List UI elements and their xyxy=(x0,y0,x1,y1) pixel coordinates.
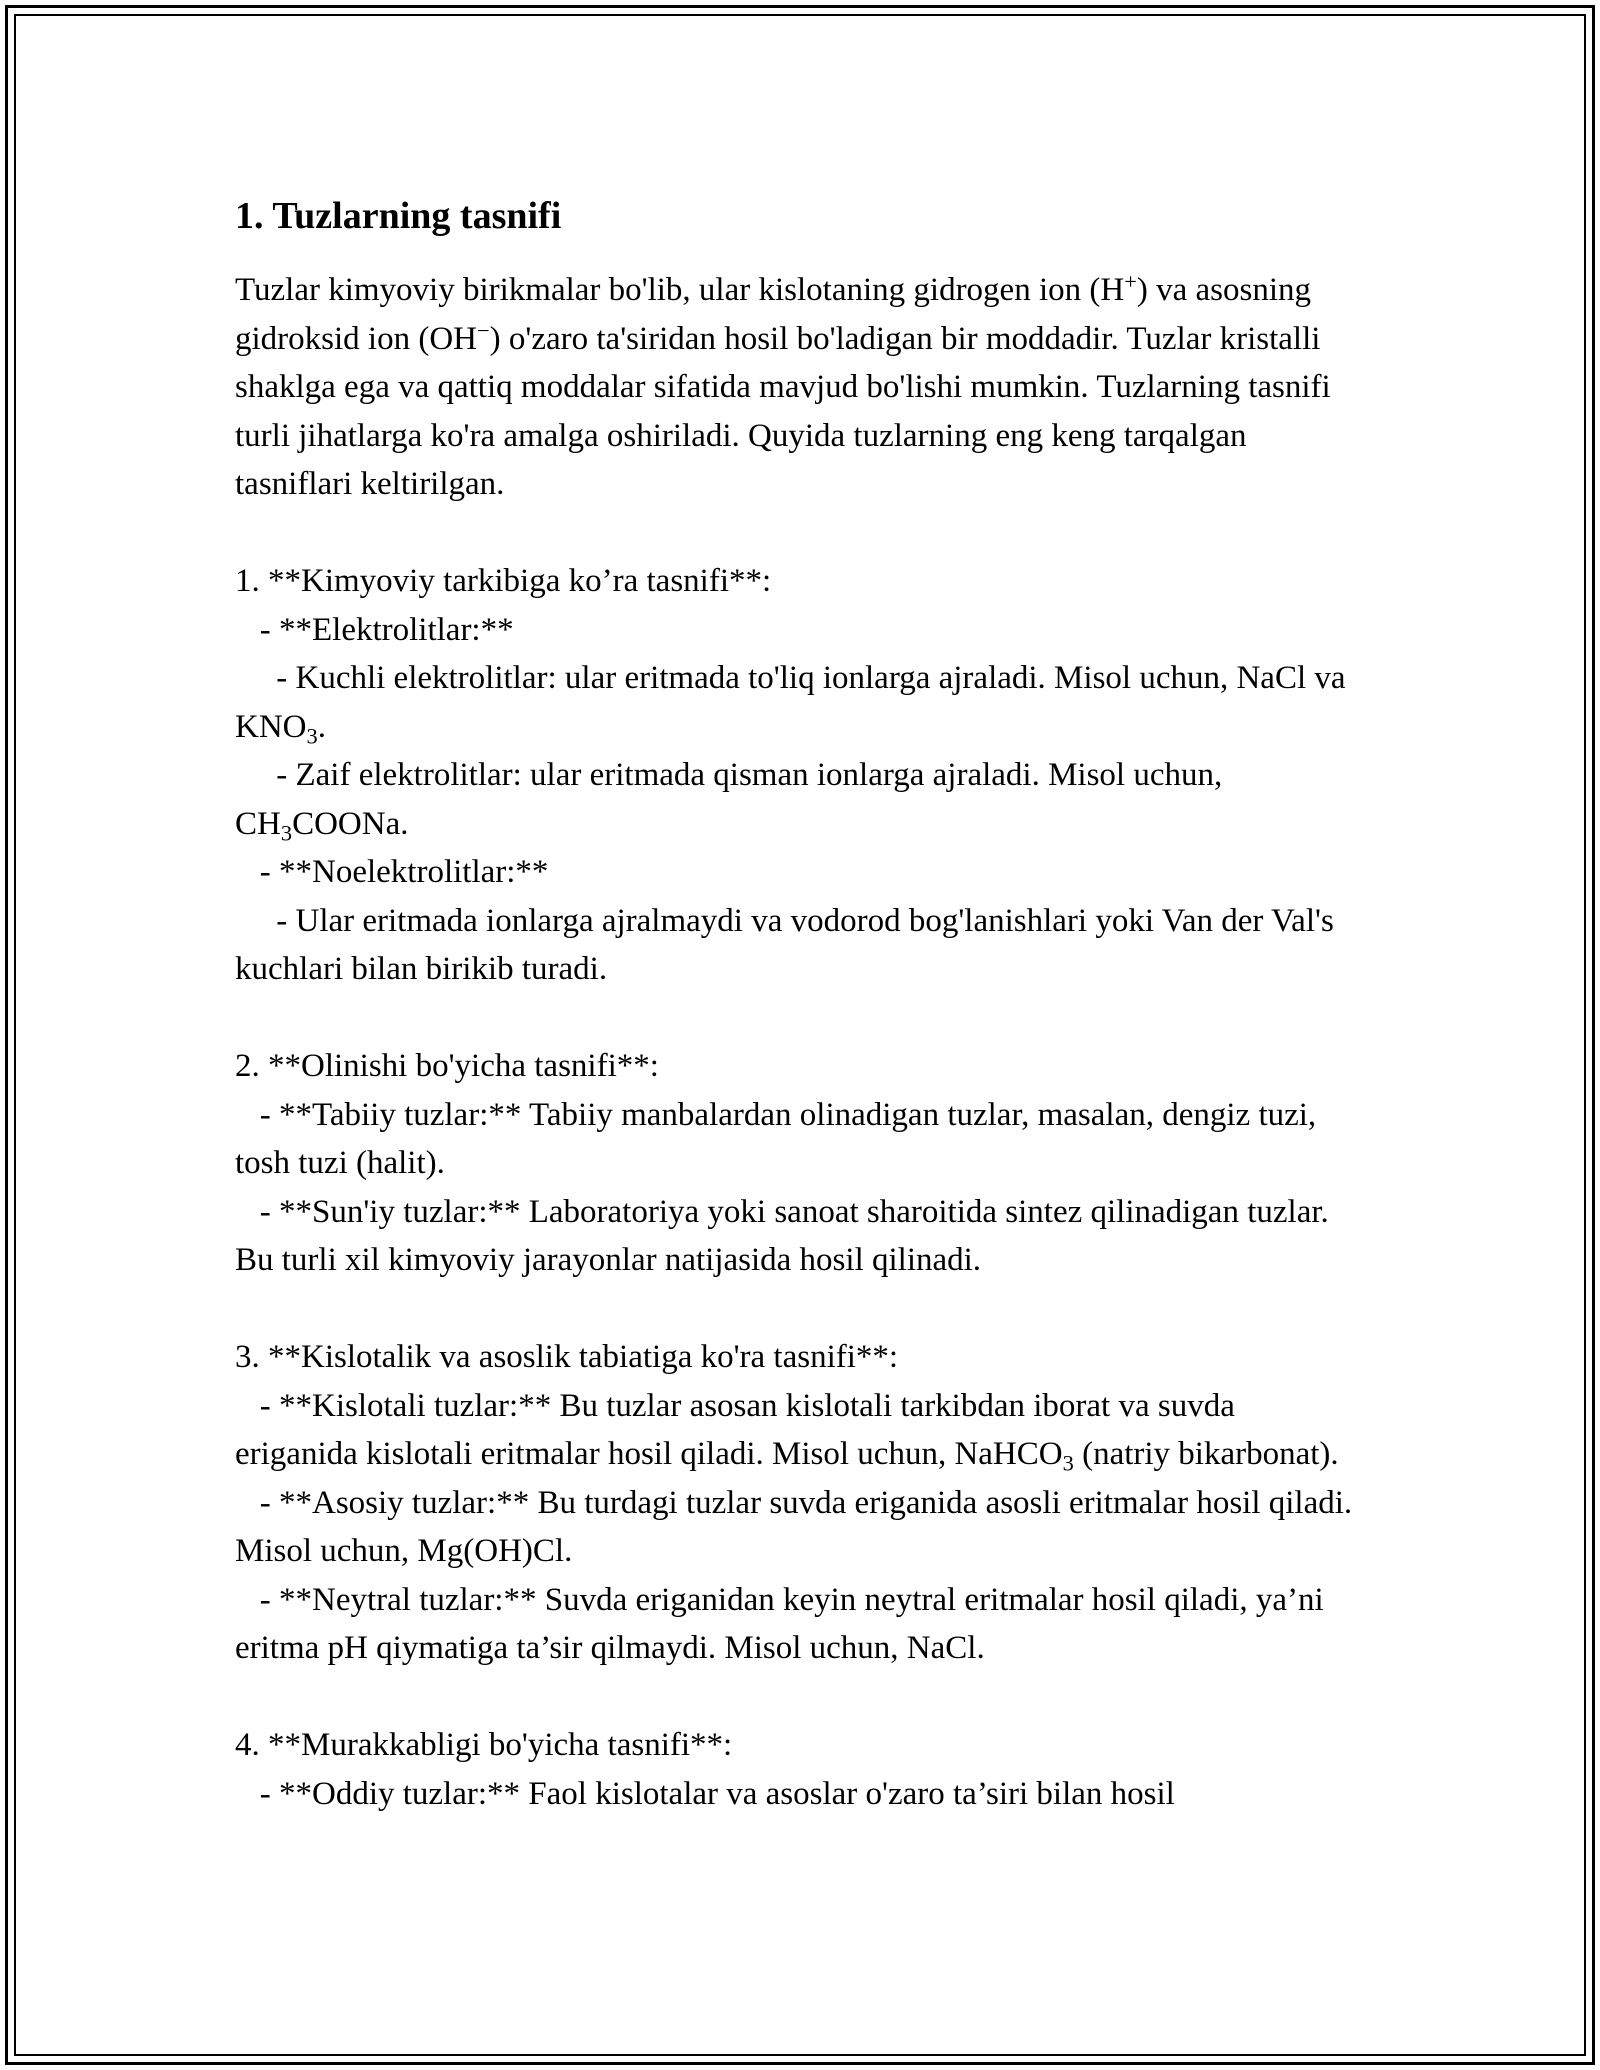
section-4-heading: 4. **Murakkabligi bo'yicha tasnifi**: xyxy=(235,1727,733,1763)
hydroxide-charge: − xyxy=(477,317,490,343)
zaif-text: - Zaif elektrolitlar: ular eritmada qisman ionlarga ajraladi. Misol uchun, CH xyxy=(235,757,1231,842)
noelektrolit-description: - Ular eritmada ionlarga ajralmaydi va vodorod bog'lanishlari yoki Van der Val's kuchlari bilan birikib turadi. xyxy=(235,902,1343,987)
kuchli-end: . xyxy=(317,708,326,745)
intro-text-3: ) o'zaro ta'siridan hosil bo'ladigan bir moddadir. Tuzlar kristalli shaklga ega va qattiq moddalar sifatida mavjud bo'lishi mumkin. Tuzlarning tasnifi turli jihatlarga ko'ra amalga oshiriladi. Quyida tuzlarning eng keng tarqalgan tasniflari keltirilgan. xyxy=(235,320,1331,502)
oddiy-tuzlar-item: - **Oddiy tuzlar:** Faol kislotalar va asoslar o'zaro ta’siri bilan hosil xyxy=(235,1775,1175,1812)
kuchli-elektrolitlar-item xyxy=(235,654,1365,751)
intro-text-1: Tuzlar kimyoviy birikmalar bo'lib, ular kislotaning gidrogen ion (H xyxy=(235,272,1125,308)
spacer xyxy=(235,509,1365,558)
kno3-subscript: 3 xyxy=(306,722,318,748)
intro-paragraph xyxy=(235,266,1365,509)
section-2-heading: 2. **Olinishi bo'yicha tasnifi**: xyxy=(235,1048,659,1084)
spacer xyxy=(235,994,1365,1043)
section-3-heading: 3. **Kislotalik va asoslik tabiatiga ko'ra tasnifi**: xyxy=(235,1339,899,1375)
nahco3-subscript: 3 xyxy=(1062,1450,1074,1476)
kislotali-text: - **Kislotali tuzlar:** Bu tuzlar asosan kislotali tarkibdan iborat va suvda eriganida kislotali eritmalar hosil qiladi. Misol uchun, NaHCO xyxy=(235,1387,1244,1472)
suniy-tuzlar-item: - **Sun'iy tuzlar:** Laboratoriya yoki sanoat sharoitida sintez qilinadigan tuzlar. Bu turli xil kimyoviy jarayonlar natijasida hosil qilinadi. xyxy=(235,1193,1338,1278)
intro-text-2: ) va asosning gidroksid ion (OH xyxy=(235,272,1311,357)
kislotali-end: (natriy bikarbonat). xyxy=(1073,1436,1339,1472)
neytral-tuzlar-item: - **Neytral tuzlar:** Suvda eriganidan keyin neytral eritmalar hosil qiladi, ya’ni eritma pH qiymatiga ta’sir qilmaydi. Misol uchun, NaCl. xyxy=(235,1581,1332,1666)
kuchli-text: - Kuchli elektrolitlar: ular eritmada to'liq ionlarga ajraladi. Misol uchun, NaCl va KNO xyxy=(235,660,1354,745)
spacer xyxy=(235,1285,1365,1334)
kislotali-tuzlar-item xyxy=(235,1382,1365,1479)
tabiiy-tuzlar-item: - **Tabiiy tuzlar:** Tabiiy manbalardan olinadigan tuzlar, masalan, dengiz tuzi, tosh tuzi (halit). xyxy=(235,1096,1325,1181)
noelektrolitlar-item: - **Noelektrolitlar:** xyxy=(235,854,549,890)
document-body xyxy=(235,180,1365,1818)
section-title: 1. Tuzlarning tasnifi xyxy=(235,195,562,237)
zaif-elektrolitlar-item xyxy=(235,751,1365,848)
hydrogen-charge: + xyxy=(1124,268,1137,294)
spacer xyxy=(235,1673,1365,1722)
section-1-heading: 1. **Kimyoviy tarkibiga ko’ra tasnifi**: xyxy=(235,563,772,599)
elektrolitlar-item: - **Elektrolitlar:** xyxy=(235,611,514,648)
asosiy-tuzlar-item: - **Asosiy tuzlar:** Bu turdagi tuzlar suvda eriganida asosli eritmalar hosil qiladi. Misol uchun, Mg(OH)Cl. xyxy=(235,1484,1361,1569)
ch3-subscript: 3 xyxy=(280,819,293,845)
zaif-end: COONa. xyxy=(292,805,409,842)
